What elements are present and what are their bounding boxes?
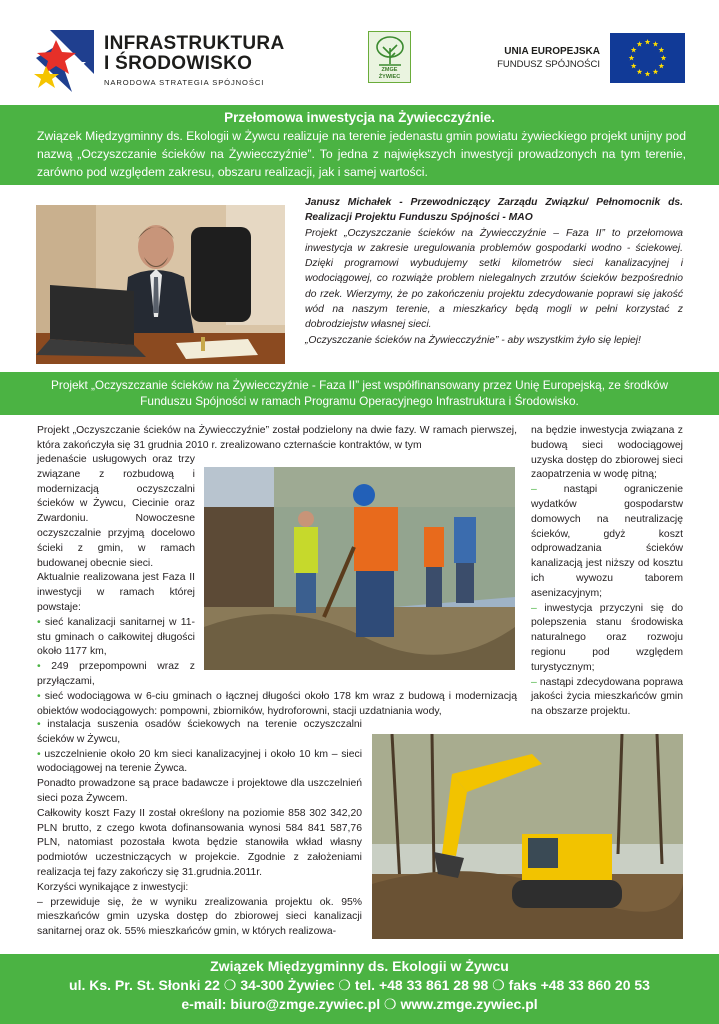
logo-text <box>104 34 284 87</box>
intro-section <box>0 105 719 185</box>
body-b5: uszczelnienie około 20 km sieci kanalizacyjnej i około 10 km – sieci wodociągowej na terenie Żywca. <box>37 748 363 775</box>
workers-photo <box>204 467 515 670</box>
tree-icon <box>370 34 410 68</box>
footer-web-line <box>0 995 719 1014</box>
body-p6: Korzyści wynikające z inwestycji: <box>37 881 189 893</box>
eu-text <box>480 46 600 70</box>
body-b3: sieć wodociągowa w 6-ciu gminach o łącznej długości około 178 km wraz z budową i modernizacją obiektów wodociągowych: pompowni, zbiorników, hydroforowni, stacji uzdatniania wody, <box>37 691 517 717</box>
separator-icon: ❍ <box>223 977 241 993</box>
funding-note-section <box>0 372 719 415</box>
footer-tel: tel. +48 33 861 28 98 <box>354 977 489 993</box>
excavator-photo-illustration <box>372 734 683 939</box>
body-p1: Projekt „Oczyszczanie ścieków na Żywiecczyźnie” został podzielony na dwie fazy. W ramach pierwszej, która zakończyła się 31 grudnia 2010 r. zrealizowano czternaście kontraktów, w tym <box>37 425 517 451</box>
body-paragraph-1 <box>37 424 517 454</box>
body-r1: na będzie inwestycja związana z budową sieci wodociągowej uzyska dostęp do zbiorowej sieci zaopatrzenia w wodę pitną; <box>531 425 683 481</box>
body-b4: instalacja suszenia osadów ściekowych na terenie oczyszczalni ścieków w Żywcu, <box>37 719 362 745</box>
list-item <box>37 748 362 778</box>
eu-title: UNIA EUROPEJSKA <box>504 46 600 57</box>
separator-icon: ❍ <box>338 977 355 993</box>
bullet-icon: • <box>37 748 41 760</box>
footer-city: 34-300 Żywiec <box>240 977 335 993</box>
bullet-icon: • <box>37 719 41 730</box>
eu-flag-icon <box>610 33 685 83</box>
interview-author: Janusz Michałek - Przewodniczący Zarządu Związku/ Pełnomocnik ds. Realizacji Projektu Funduszu Spójności - MAO <box>305 197 683 224</box>
dash-icon: – <box>531 602 537 614</box>
bullet-icon: • <box>37 691 41 702</box>
dash-icon: – <box>531 484 537 496</box>
logo-subtitle: NARODOWA STRATEGIA SPÓJNOŚCI <box>104 78 265 87</box>
body-column-wide <box>37 690 517 720</box>
footer <box>0 954 719 1024</box>
list-item <box>37 690 517 720</box>
bullet-icon: • <box>37 616 41 628</box>
list-item <box>37 718 362 748</box>
footer-address: ul. Ks. Pr. St. Słonki 22 <box>69 977 220 993</box>
body-p5: Całkowity koszt Fazy II został określony na poziomie 858 302 342,20 PLN brutto, z czego kwota dofinansowania wynosi 584 841 587,76 PLN, natomiast pozostała kwota będzie stanowiła wkład własny podmiotów uczestniczących w projekcie. Zgodnie z założeniami realizacja tej fazy zakończy się 31.grudnia.2011r. <box>37 807 362 878</box>
footer-fax: faks +48 33 860 20 53 <box>508 977 650 993</box>
zmge-label: ZMGE ŻYWIEC <box>378 67 401 80</box>
eu-subtitle: FUNDUSZ SPÓJNOŚCI <box>497 59 600 70</box>
header <box>0 0 719 104</box>
funding-note: Projekt „Oczyszczanie ścieków na Żywiecczyźnie - Faza II” jest współfinansowany przez Unię Europejską, ze środków Funduszu Spójności w ramach Programu Operacyjnego Infrastruktura i Środowisko. <box>51 378 668 408</box>
body-b1: sieć kanalizacji sanitarnej w 11-stu gminach o całkowitej długości około 1177 km, <box>37 616 196 658</box>
list-item <box>531 676 683 720</box>
benefits-column <box>531 424 683 720</box>
footer-org: Związek Międzygminny ds. Ekologii w Żywcu <box>210 958 509 974</box>
body-p2: jedenaście usługowych oraz trzy związane z rozbudową i modernizacją oczyszczalni ścieków w Żywcu, Ciecinie oraz Zwardoniu. Nowoczesne oczyszczalnie przyjmą docelowo ścieki z gmin, w ramach budowanej obecnie sieci. <box>37 454 195 569</box>
body-r3: inwestycja przyczyni się do polepszenia stanu środowiska naturalnego oraz rozwoju regionu pod względem turystycznym; <box>531 602 684 673</box>
list-item <box>531 602 683 676</box>
list-item <box>37 660 195 690</box>
body-b2: 249 przepompowni wraz z przyłączami, <box>37 661 195 687</box>
logo-title: INFRASTRUKTURA I ŚRODOWISKO <box>104 33 285 74</box>
interview-text: Projekt „Oczyszczanie ścieków na Żywiecczyźnie – Faza II” to przełomowa inwestycja w zakresie uregulowania problemów gospodarki wodno - ściekowej. Dzięki programowi wybudujemy setki kilometrów sieci kanalizacyjnej i wodociągowej, co rozwiąże problem nielegalnych zrzutów ścieków bezpośrednio do rzek. Wierzymy, że po zakończeniu projektu zdecydowanie poprawi się jakość wód na naszym terenie, a mieszkańcy będą mogli w pełni korzystać z dobrodziejstw własnej sieci. <box>305 227 683 331</box>
workers-photo-illustration <box>204 467 515 670</box>
body-r4: nastąpi zdecydowana poprawa jakości życia mieszkańców gmin na obszarze projektu. <box>531 676 683 718</box>
infrastructure-logo-icon <box>32 22 98 94</box>
intro-title: Przełomowa inwestycja na Żywiecczyźnie. <box>224 110 495 125</box>
body-p4: Ponadto prowadzone są prace badawcze i projektowe dla uszczelnień sieci poza Żywcem. <box>37 778 362 804</box>
interview-slogan: „Oczyszczanie ścieków na Żywiecczyźnie” - aby wszystkim żyło się lepiej! <box>305 334 641 346</box>
separator-icon: ❍ <box>384 996 401 1012</box>
list-item <box>37 616 195 660</box>
body-p7: – przewiduje się, że w wyniku zrealizowania projektu ok. 95% mieszkańców gmin uzyska dostęp do zbiorowej sieci kanalizacji sanitarnej oraz ok. 55% mieszkańców gmin, w których realizowa- <box>37 896 362 938</box>
footer-email[interactable]: e-mail: biuro@zmge.zywiec.pl <box>181 996 381 1012</box>
intro-text: Związek Międzygminny ds. Ekologii w Żywcu realizuje na terenie jedenastu gmin powiatu żywieckiego projekt unijny pod nazwą „Oczyszczanie ścieków na Żywiecczyźnie”. To jedna z największych inwestycji prowadzonych na tym terenie, zarówno pod względem zakresu, obszaru realizacji, jak i samej wartości. <box>37 129 686 179</box>
office-photo-illustration <box>36 205 285 364</box>
body-column-low <box>37 718 362 940</box>
dash-icon: – <box>531 676 537 688</box>
body-p3: Aktualnie realizowana jest Faza II inwestycji w ramach której powstaje: <box>37 572 195 613</box>
bullet-icon: • <box>37 661 41 673</box>
footer-contact-line <box>0 976 719 995</box>
portrait-photo <box>36 205 285 364</box>
separator-icon: ❍ <box>492 977 509 993</box>
body-column-narrow <box>37 453 195 690</box>
interview-block <box>305 195 683 348</box>
zmge-logo <box>368 31 411 83</box>
footer-www[interactable]: www.zmge.zywiec.pl <box>400 996 538 1012</box>
body-r2: nastąpi ograniczenie wydatków gospodarstw domowych na neutralizację ścieków, gdyż koszt odprowadzania ścieków kanalizacją jest niższy od kosztu ich wywozu taborem asenizacyjnym; <box>531 484 684 599</box>
list-item <box>531 483 683 601</box>
excavator-photo <box>372 734 683 939</box>
